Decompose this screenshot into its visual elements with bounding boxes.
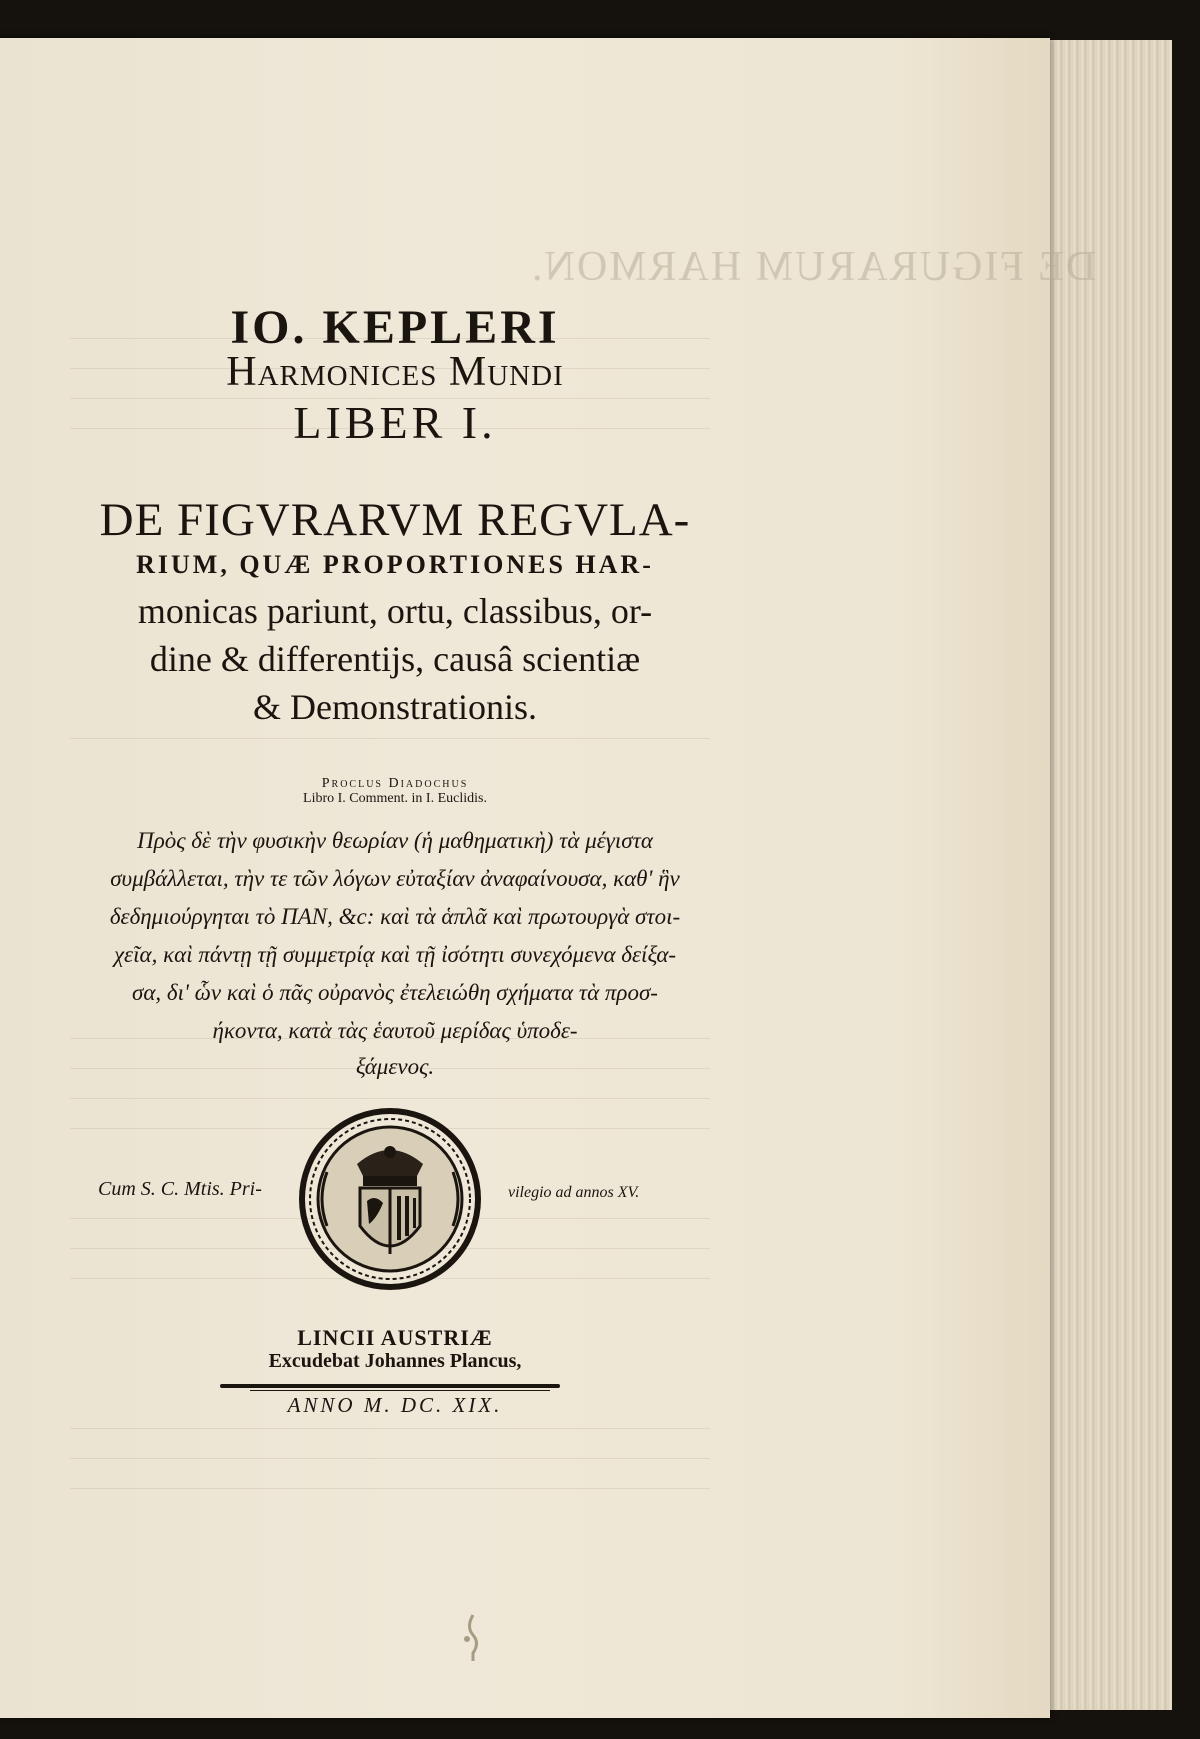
- book-number: LIBER I.: [293, 397, 497, 448]
- epigraph-line: χεῖα, καὶ πάντῃ τῇ συμμετρίᾳ καὶ τῇ ἰσότητι συνεχόμενα δείξα-: [113, 942, 677, 967]
- imprint-place: LINCII AUSTRIÆ: [297, 1325, 493, 1350]
- subtitle-line-2: RIUM, QUÆ PROPORTIONES HAR-: [136, 550, 654, 579]
- epigraph-line: ήκοντα, κατὰ τὰς ἑαυτοῦ μερίδας ὑποδε-: [212, 1018, 578, 1043]
- epigraph-line: δεδημιούργηται τὸ ΠΑΝ, &c: καὶ τὰ ἁπλᾶ καὶ πρωτουργὰ στοι-: [109, 904, 681, 929]
- epigraph-line: συμβάλλεται, τὴν τε τῶν λόγων εὐταξίαν ἀναφαίνουσα, καθ' ἣν: [110, 866, 680, 891]
- page-edges: [1030, 40, 1172, 1710]
- ornament-icon: [458, 1613, 488, 1663]
- subtitle-line-3: monicas pariunt, ortu, classibus, or-: [137, 591, 653, 631]
- imprint-rule-thin: [250, 1390, 550, 1391]
- privilege-right: vilegio ad annos XV.: [508, 1184, 640, 1201]
- privilege-left: Cum S. C. Mtis. Pri-: [98, 1178, 262, 1200]
- imprint-rule: [220, 1384, 560, 1388]
- epigraph-line: σα, δι' ὧν καὶ ὁ πᾶς οὐρανὸς ἐτελειώθη σχήματα τὰ προσ-: [132, 980, 658, 1005]
- author-heading: IO. KEPLERI: [230, 301, 560, 354]
- epigraph-author: Proclus Diadochus: [321, 776, 469, 791]
- imprint-year: ANNO M. DC. XIX.: [287, 1393, 503, 1417]
- subtitle-line-4: dine & differentijs, causâ scientiæ: [149, 639, 641, 679]
- epigraph-source: Libro I. Comment. in I. Euclidis.: [303, 791, 487, 806]
- subtitle-line-1: DE FIGVRARVM REGVLA-: [99, 494, 691, 546]
- work-title: Harmonices Mundi: [226, 349, 564, 395]
- title-page: [0, 38, 1097, 1718]
- subtitle-line-5: & Demonstrationis.: [253, 687, 537, 727]
- printers-device-seal-icon: [297, 1106, 483, 1292]
- epigraph-line: Πρὸς δὲ τὴν φυσικὴν θεωρίαν (ἡ μαθηματικὴ) τὰ μέγιστα: [137, 828, 653, 853]
- imprint-printer: Excudebat Johannes Plancus,: [268, 1350, 522, 1372]
- epigraph-line: ξάμενος.: [355, 1054, 435, 1079]
- show-through-heading: DE FIGURARUM HARMON.: [530, 244, 1097, 290]
